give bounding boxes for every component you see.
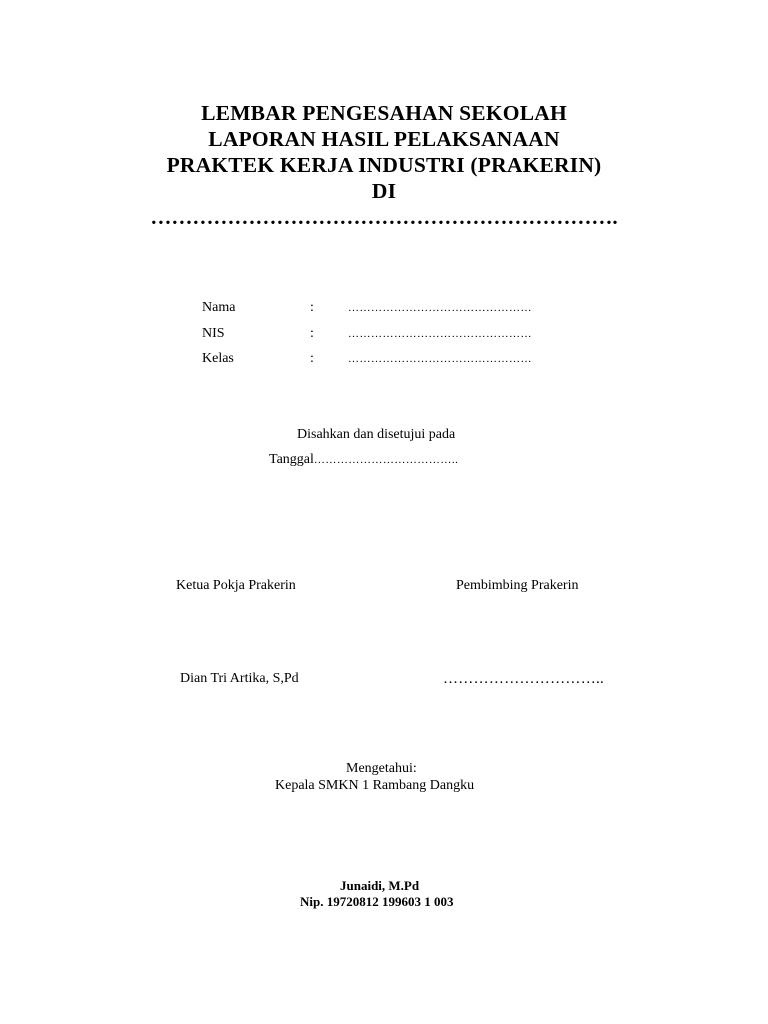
field-colon: : — [310, 326, 314, 341]
field-dots: ………………………………………… — [348, 328, 532, 340]
date-label: Tanggal — [269, 452, 314, 467]
field-label: Nama — [202, 300, 236, 315]
principal-nip: Nip. 19720812 199603 1 003 — [300, 894, 454, 909]
acknowledge-label: Mengetahui: — [346, 761, 417, 776]
acknowledge-position: Kepala SMKN 1 Rambang Dangku — [275, 778, 475, 793]
title-line-5-dots: …………………………………………………………. — [150, 205, 618, 229]
title-line-4: DI — [371, 179, 397, 203]
field-dots: ………………………………………… — [348, 302, 532, 314]
right-signatory-role: Pembimbing Prakerin — [456, 578, 579, 593]
date-dots: ……………………………….. — [313, 454, 459, 466]
document-title — [0, 100, 768, 230]
title-line-2: LAPORAN HASIL PELAKSANAAN — [208, 127, 560, 151]
right-signatory-name-dots: ………………………….. — [443, 671, 605, 687]
field-label: NIS — [202, 326, 225, 341]
left-signatory-role: Ketua Pokja Prakerin — [176, 578, 296, 593]
field-colon: : — [310, 351, 314, 366]
title-line-3: PRAKTEK KERJA INDUSTRI (PRAKERIN) — [166, 153, 602, 177]
title-line-1: LEMBAR PENGESAHAN SEKOLAH — [201, 101, 567, 125]
left-signatory-name: Dian Tri Artika, S,Pd — [180, 671, 299, 686]
field-colon: : — [310, 300, 314, 315]
approval-date — [269, 452, 458, 468]
field-dots: ………………………………………… — [348, 353, 532, 365]
field-label: Kelas — [202, 351, 234, 366]
approval-text: Disahkan dan disetujui pada — [297, 427, 456, 442]
principal-name: Junaidi, M.Pd — [340, 878, 420, 893]
